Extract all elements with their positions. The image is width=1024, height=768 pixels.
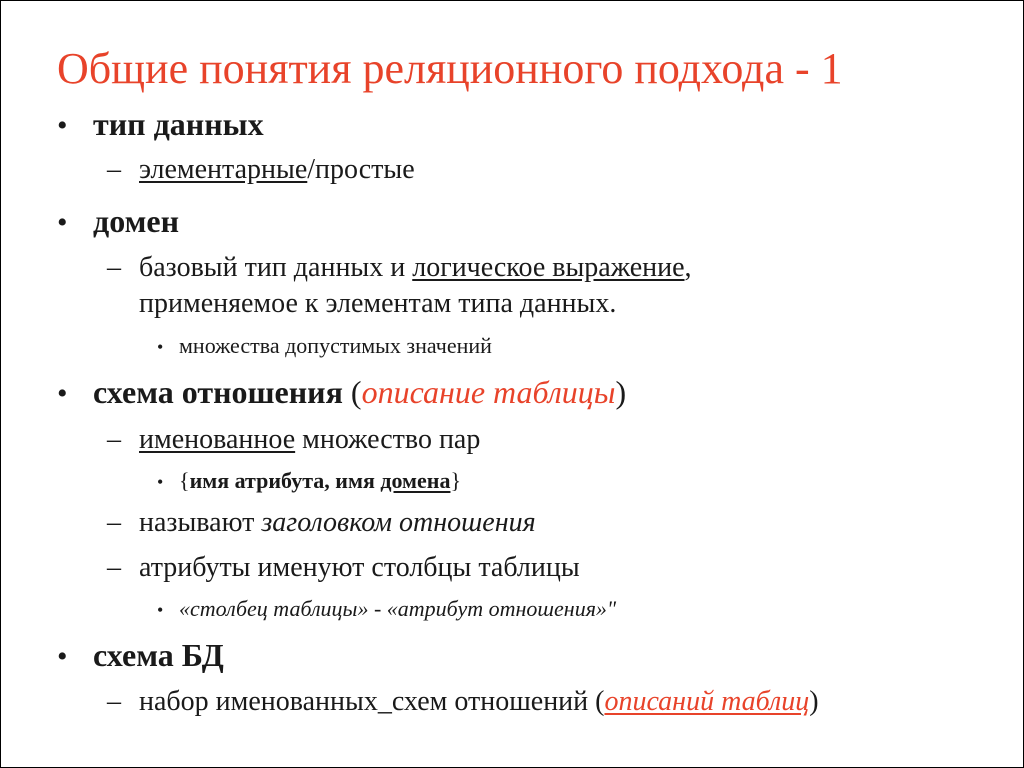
domain-sub1-part1: базовый тип данных и: [139, 252, 413, 283]
bullet-domain: [57, 201, 179, 243]
dash-icon: –: [107, 507, 121, 538]
datatype-heading: тип данных: [93, 106, 264, 142]
domain-sub1-line2: применяемое к элементам типа данных.: [139, 288, 617, 319]
relation-schema-heading: схема отношения: [93, 374, 343, 410]
db-schema-relation-schemas: схем отношений (: [391, 686, 605, 717]
dash-icon: –: [107, 686, 121, 717]
relation-schema-named: именованное: [139, 424, 296, 455]
db-schema-set-of-named: набор именованных: [139, 686, 378, 717]
db-schema-underscore: _: [377, 686, 392, 717]
bullet-datatype: [57, 104, 264, 146]
dash-icon: –: [107, 252, 121, 283]
brace-close: }: [450, 468, 462, 493]
relation-schema-close-paren: ): [615, 374, 627, 410]
relation-schema-called: называют: [139, 507, 262, 538]
relation-schema-sub3: [107, 551, 580, 585]
db-schema-close-paren: ): [809, 686, 819, 717]
domain-sub1-bullet: [157, 332, 492, 361]
bullet-icon: •: [57, 109, 68, 142]
domain-heading: домен: [93, 203, 180, 239]
relation-header-term: заголовком отношения: [261, 507, 536, 538]
db-schema-sub1: [107, 685, 819, 719]
bullet-db-schema: [57, 635, 224, 677]
column-attribute-equivalence: «столбец таблицы» - «атрибут отношения»": [179, 596, 617, 621]
domain-logical-expression: логическое выражение: [412, 252, 685, 283]
relation-schema-set-of-pairs: множество пар: [295, 424, 481, 455]
relation-schema-sub1: [107, 423, 480, 457]
domain-word: домена: [380, 468, 451, 493]
datatype-elementary: элементарные: [139, 154, 308, 185]
bullet-icon: •: [57, 640, 68, 673]
attributes-name-columns: атрибуты именуют столбцы таблицы: [139, 552, 580, 583]
small-bullet-icon: •: [157, 600, 164, 620]
brace-open: {: [179, 468, 190, 493]
relation-schema-sub3-bullet: [157, 595, 616, 624]
bullet-relation-schema: [57, 372, 626, 414]
small-bullet-icon: •: [157, 472, 164, 492]
bullet-icon: •: [57, 377, 68, 410]
small-bullet-icon: •: [157, 337, 164, 357]
datatype-sub1: [107, 153, 415, 187]
dash-icon: –: [107, 552, 121, 583]
bullet-icon: •: [57, 206, 68, 239]
dash-icon: –: [107, 154, 121, 185]
domain-valid-values: множества допустимых значений: [179, 333, 492, 358]
slide-title: Общие понятия реляционного подхода - 1: [57, 44, 843, 93]
attribute-domain-pair: имя атрибута, имя: [189, 468, 381, 493]
db-schema-note: описаний таблиц: [604, 686, 810, 717]
domain-sub1: [107, 251, 692, 285]
relation-schema-open-paren: (: [342, 374, 362, 410]
relation-schema-sub2: [107, 506, 536, 540]
datatype-simple: /простые: [307, 154, 415, 185]
dash-icon: –: [107, 424, 121, 455]
domain-sub1-part2: ,: [684, 252, 692, 283]
relation-schema-sub1-bullet: [157, 467, 461, 496]
relation-schema-note: описание таблицы: [361, 374, 616, 410]
db-schema-heading: схема БД: [93, 637, 224, 673]
